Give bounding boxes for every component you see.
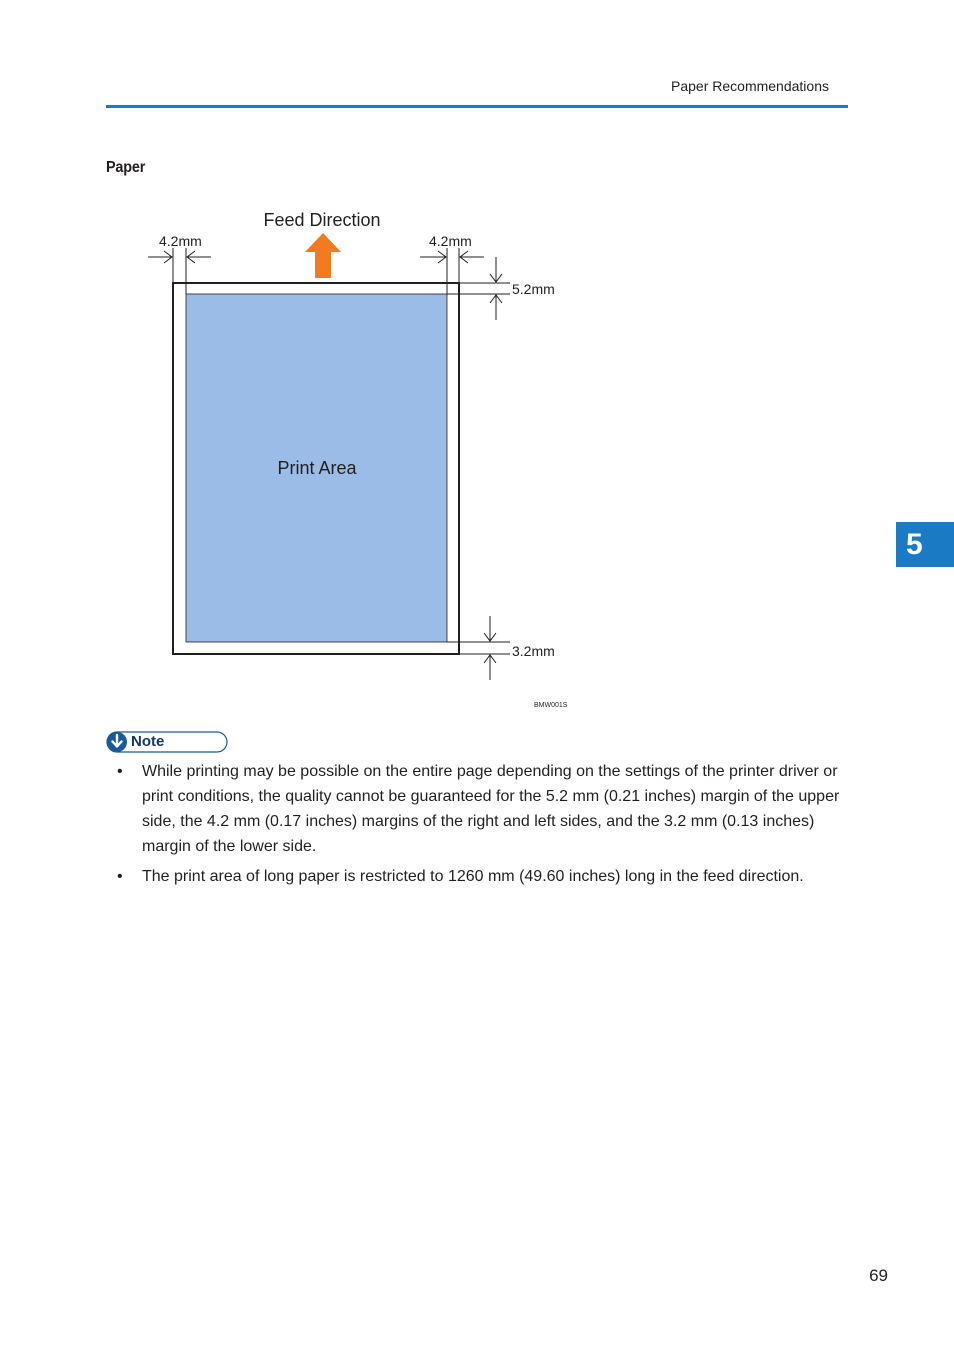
figure-code: BMW001S [534,702,568,709]
left-margin-arrow-right-icon [187,251,211,263]
bottom-margin-arrow-down-icon [484,616,496,641]
top-margin-label: 5.2mm [512,281,555,297]
right-margin-label: 4.2mm [429,233,472,249]
note-badge [106,731,228,753]
running-header-title: Paper Recommendations [671,78,829,94]
print-area-diagram [140,200,580,720]
left-margin-arrow-left-icon [148,251,172,263]
feed-direction-label: Feed Direction [263,210,381,230]
note-item-text: The print area of long paper is restricted to 1260 mm (49.60 inches) long in the feed direction. [142,868,804,885]
page-number: 69 [869,1266,888,1285]
top-margin-arrow-up-icon [490,295,502,320]
bottom-margin-arrow-up-icon [484,655,496,680]
section-title: Paper [106,159,146,176]
left-margin-label: 4.2mm [159,233,202,249]
print-area-label: Print Area [277,458,357,478]
bullet: • [117,868,123,885]
note-item [117,864,847,889]
bottom-margin-label: 3.2mm [512,643,555,659]
chapter-tab: 5 [896,522,954,567]
bullet: • [117,763,123,780]
note-badge-frame [106,731,228,753]
right-margin-arrow-right-icon [460,251,484,263]
note-item-text: While printing may be possible on the entire page depending on the settings of the printer driver or print conditions, the quality cannot be guaranteed for the 5.2 mm (0.21 inches) margin of the upper side, the 4.2 mm (0.17 inches) margins of the right and left sides, and the 3.2 mm (0.13 inches) margin of the lower side. [142,763,840,855]
print-area-diagram-svg [140,200,580,720]
note-list [117,759,847,894]
note-item [117,759,847,859]
top-margin-arrow-down-icon [490,257,502,282]
header-rule [106,105,848,108]
note-label: Note [131,733,165,750]
feed-direction-arrow-icon [305,233,341,278]
right-margin-arrow-left-icon [420,251,446,263]
